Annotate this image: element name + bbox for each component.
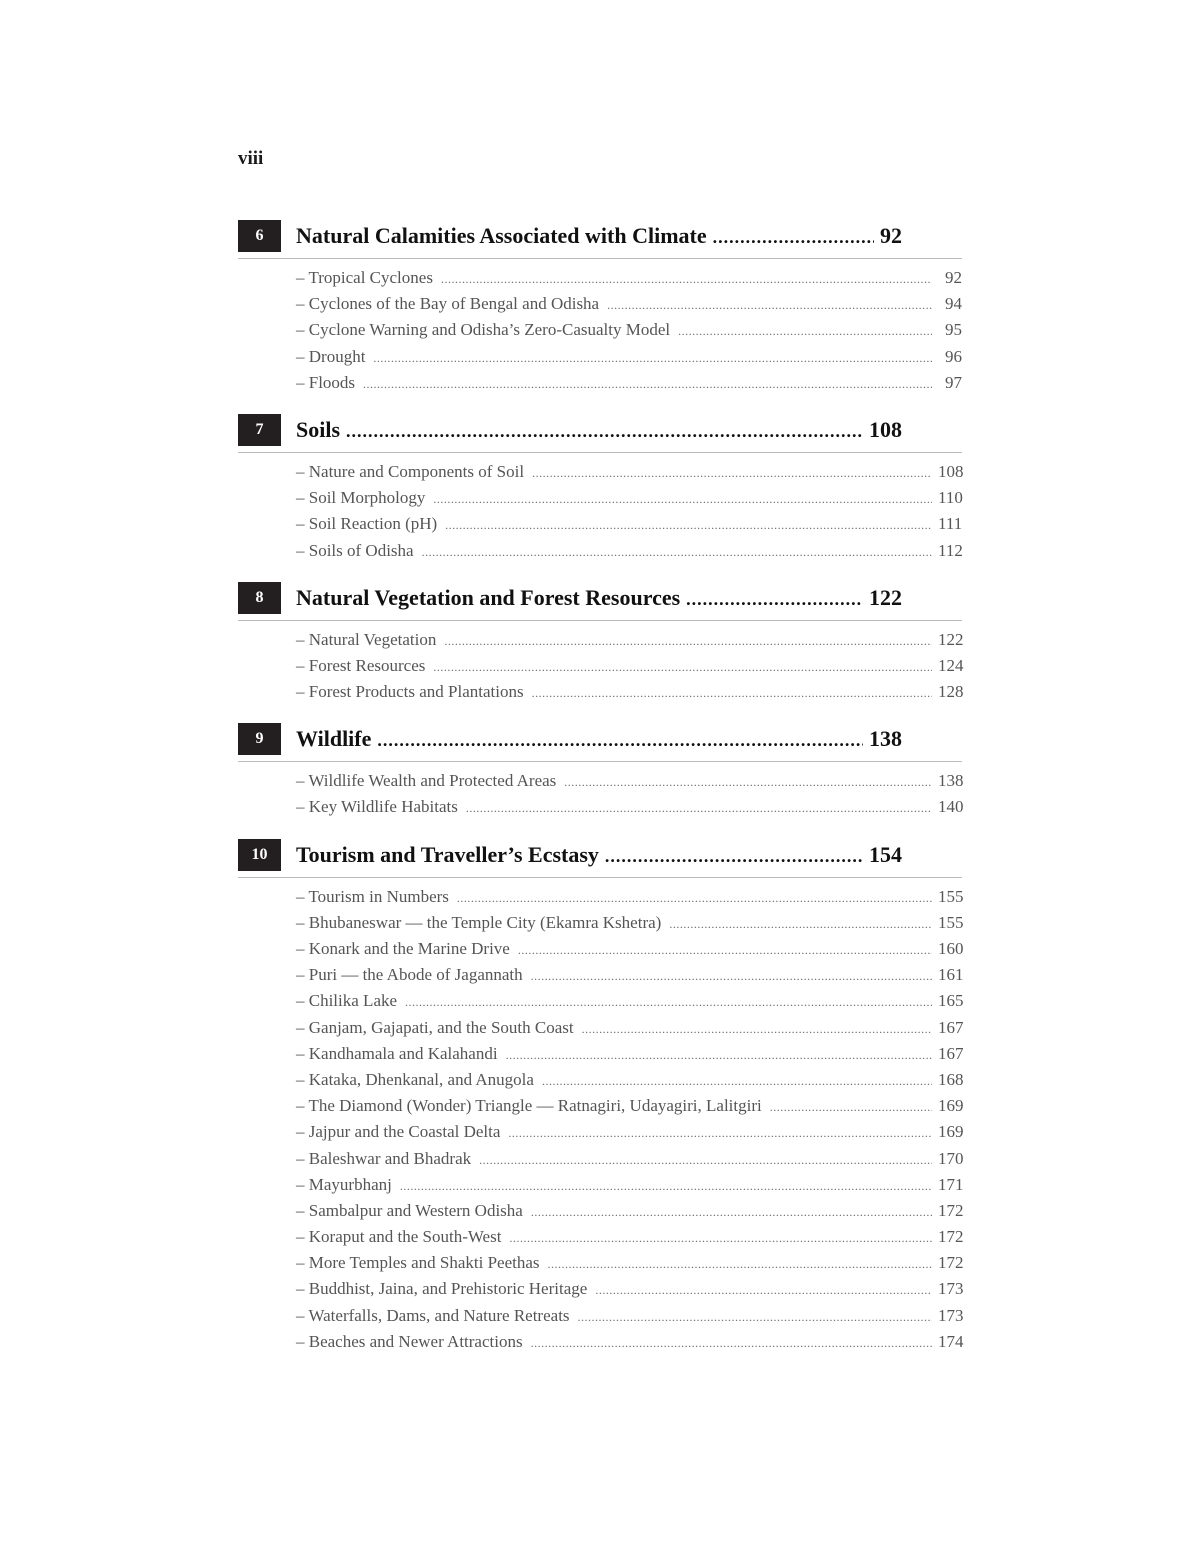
dot-leader [678,324,932,339]
list-item[interactable] [296,771,962,797]
chapter-page-number: 154 [869,841,902,867]
section-title: – Cyclone Warning and Odisha’s Zero-Casualty Model [296,320,671,340]
chapter-page-number: 122 [869,584,902,610]
dot-leader [532,686,932,701]
chapter-number-badge: 9 [238,723,281,755]
section-page-number: 171 [938,1174,964,1194]
section-page-number: 169 [938,1096,964,1116]
dot-leader [518,943,932,958]
chapter-8 [238,580,962,722]
section-title: – Wildlife Wealth and Protected Areas [296,771,557,791]
section-title: – The Diamond (Wonder) Triangle — Ratnagiri, Udayagiri, Lalitgiri [296,1096,762,1116]
dot-leader [548,1257,932,1272]
chapter-heading[interactable] [238,218,962,254]
list-item[interactable] [296,656,962,682]
chapter-spacer [238,567,962,580]
chapter-title-row [296,842,902,868]
dot-leader [669,917,932,932]
section-title: – Buddhist, Jaina, and Prehistoric Heritage [296,1279,588,1299]
list-item[interactable] [296,1175,962,1201]
section-page-number: 167 [938,1017,964,1037]
section-title: – Key Wildlife Habitats [296,797,458,817]
section-title: – Soils of Odisha [296,540,414,560]
section-list [238,762,962,823]
section-page-number: 161 [938,965,964,985]
chapter-7 [238,412,962,580]
list-item[interactable] [296,630,962,656]
section-page-number: 169 [938,1122,964,1142]
dot-leader [564,775,932,790]
chapter-title: Natural Calamities Associated with Climate [296,223,707,248]
section-page-number: 122 [938,629,964,649]
section-title: – Sambalpur and Western Odisha [296,1200,523,1220]
section-page-number: 172 [938,1253,964,1273]
dot-leader [531,969,932,984]
list-item[interactable] [296,373,962,399]
section-title: – Mayurbhanj [296,1174,392,1194]
list-item[interactable] [296,294,962,320]
table-of-contents [238,218,962,1358]
dot-leader [506,1048,932,1063]
list-item[interactable] [296,541,962,567]
list-item[interactable] [296,1149,962,1175]
dot-leader [508,1126,932,1141]
list-item[interactable] [296,462,962,488]
list-item[interactable] [296,682,962,708]
dot-leader [509,1231,932,1246]
list-item[interactable] [296,514,962,540]
list-item[interactable] [296,1332,962,1358]
section-page-number: 155 [938,886,964,906]
section-title: – Kandhamala and Kalahandi [296,1043,498,1063]
section-title: – Chilika Lake [296,991,398,1011]
dot-leader [441,272,932,287]
list-item[interactable] [296,347,962,373]
section-page-number: 97 [945,372,962,392]
section-page-number: 173 [938,1279,964,1299]
list-item[interactable] [296,1279,962,1305]
chapter-heading[interactable] [238,837,962,873]
section-page-number: 95 [945,320,962,340]
section-page-number: 92 [945,268,962,287]
chapter-title-row [296,585,902,611]
dot-leader [433,492,932,507]
section-title: – Waterfalls, Dams, and Nature Retreats [296,1305,570,1325]
list-item[interactable] [296,887,962,913]
section-page-number: 165 [938,991,964,1011]
dot-leader [373,351,932,366]
list-item[interactable] [296,1253,962,1279]
section-title: – Beaches and Newer Attractions [296,1331,523,1351]
dot-leader [605,846,863,867]
chapter-heading[interactable] [238,580,962,616]
section-title: – Cyclones of the Bay of Bengal and Odisha [296,294,600,314]
chapter-page-number: 138 [869,726,902,752]
chapter-6 [238,218,962,412]
dot-leader [363,377,932,392]
dot-leader [531,1336,932,1351]
list-item[interactable] [296,1096,962,1122]
section-list [238,453,962,567]
section-title: – Forest Resources [296,655,426,675]
section-title: – Soil Morphology [296,488,426,508]
list-item[interactable] [296,1306,962,1332]
section-title: – More Temples and Shakti Peethas [296,1253,540,1273]
section-page-number: 128 [938,682,964,702]
dot-leader [770,1100,932,1115]
dot-leader [433,660,932,675]
list-item[interactable] [296,913,962,939]
chapter-title: Tourism and Traveller’s Ecstasy [296,841,599,867]
list-item[interactable] [296,1018,962,1044]
chapter-number-badge: 8 [238,582,281,614]
section-page-number: 94 [945,294,962,314]
chapter-number-badge: 6 [238,220,281,252]
dot-leader [422,545,932,560]
list-item[interactable] [296,965,962,991]
dot-leader [457,891,932,906]
section-page-number: 111 [938,514,963,534]
section-title: – Natural Vegetation [296,629,437,649]
section-page-number: 173 [938,1305,964,1325]
chapter-spacer [238,708,962,721]
section-title: – Floods [296,372,356,392]
section-page-number: 168 [938,1069,964,1089]
section-title: – Tourism in Numbers [296,886,449,906]
dot-leader [595,1283,932,1298]
list-item[interactable] [296,1070,962,1096]
chapter-title-row [296,726,902,752]
section-title: – Soil Reaction (pH) [296,514,438,534]
dot-leader [578,1310,932,1325]
list-item[interactable] [296,1044,962,1070]
chapter-title-row [296,223,902,249]
chapter-number-badge: 7 [238,414,281,446]
list-item[interactable] [296,991,962,1017]
dot-leader [479,1153,932,1168]
chapter-title: Natural Vegetation and Forest Resources [296,584,681,610]
chapter-10 [238,837,962,1358]
section-page-number: 124 [938,655,964,675]
dot-leader [377,730,863,751]
section-page-number: 167 [938,1043,964,1063]
page-number: viii [238,148,264,169]
section-title: – Tropical Cyclones [296,268,433,287]
section-title: – Forest Products and Plantations [296,682,524,702]
section-page-number: 172 [938,1200,964,1220]
section-list [238,621,962,709]
list-item[interactable] [296,797,962,823]
chapter-spacer [238,824,962,837]
section-page-number: 172 [938,1227,964,1247]
section-title: – Drought [296,346,366,366]
section-title: – Kataka, Dhenkanal, and Anugola [296,1069,534,1089]
section-page-number: 174 [938,1331,964,1351]
section-page-number: 138 [938,771,964,791]
chapter-page-number: 108 [869,416,902,442]
dot-leader [582,1022,932,1037]
dot-leader [444,634,932,649]
dot-leader [531,1205,932,1220]
list-item[interactable] [296,1122,962,1148]
chapter-title: Wildlife [296,726,372,752]
dot-leader [466,801,932,816]
chapter-title-row [296,417,902,443]
section-title: – Nature and Components of Soil [296,461,525,481]
section-page-number: 140 [938,797,964,817]
chapter-9 [238,721,962,836]
section-title: – Baleshwar and Bhadrak [296,1148,472,1168]
list-item[interactable] [296,320,962,346]
dot-leader [532,466,932,481]
section-title: – Ganjam, Gajapati, and the South Coast [296,1017,574,1037]
list-item[interactable] [296,1227,962,1253]
chapter-title: Soils [296,416,341,442]
section-page-number: 96 [945,346,962,366]
section-page-number: 110 [938,488,963,508]
chapter-spacer [238,399,962,412]
list-item[interactable] [296,1201,962,1227]
section-page-number: 155 [938,912,964,932]
section-list [238,259,962,399]
dot-leader [400,1179,932,1194]
dot-leader [346,421,863,442]
section-title: – Jajpur and the Coastal Delta [296,1122,501,1142]
section-page-number: 170 [938,1148,964,1168]
section-title: – Konark and the Marine Drive [296,939,510,958]
section-list [238,878,962,1358]
section-title: – Puri — the Abode of Jagannath [296,965,523,985]
section-page-number: 112 [938,540,963,560]
chapter-heading[interactable] [238,721,962,757]
dot-leader [607,298,932,313]
chapter-number-badge: 10 [238,839,281,871]
dot-leader [542,1074,932,1089]
dot-leader [445,518,932,533]
section-title: – Bhubaneswar — the Temple City (Ekamra Kshetra) [296,912,662,932]
dot-leader [713,227,874,248]
dot-leader [686,589,863,610]
dot-leader [405,995,932,1010]
list-item[interactable] [296,939,962,965]
list-item[interactable] [296,488,962,514]
chapter-heading[interactable] [238,412,962,448]
section-title: – Koraput and the South-West [296,1227,502,1247]
list-item[interactable] [296,268,962,294]
chapter-page-number: 92 [880,223,902,248]
section-page-number: 108 [938,461,964,481]
section-page-number: 160 [938,939,964,958]
